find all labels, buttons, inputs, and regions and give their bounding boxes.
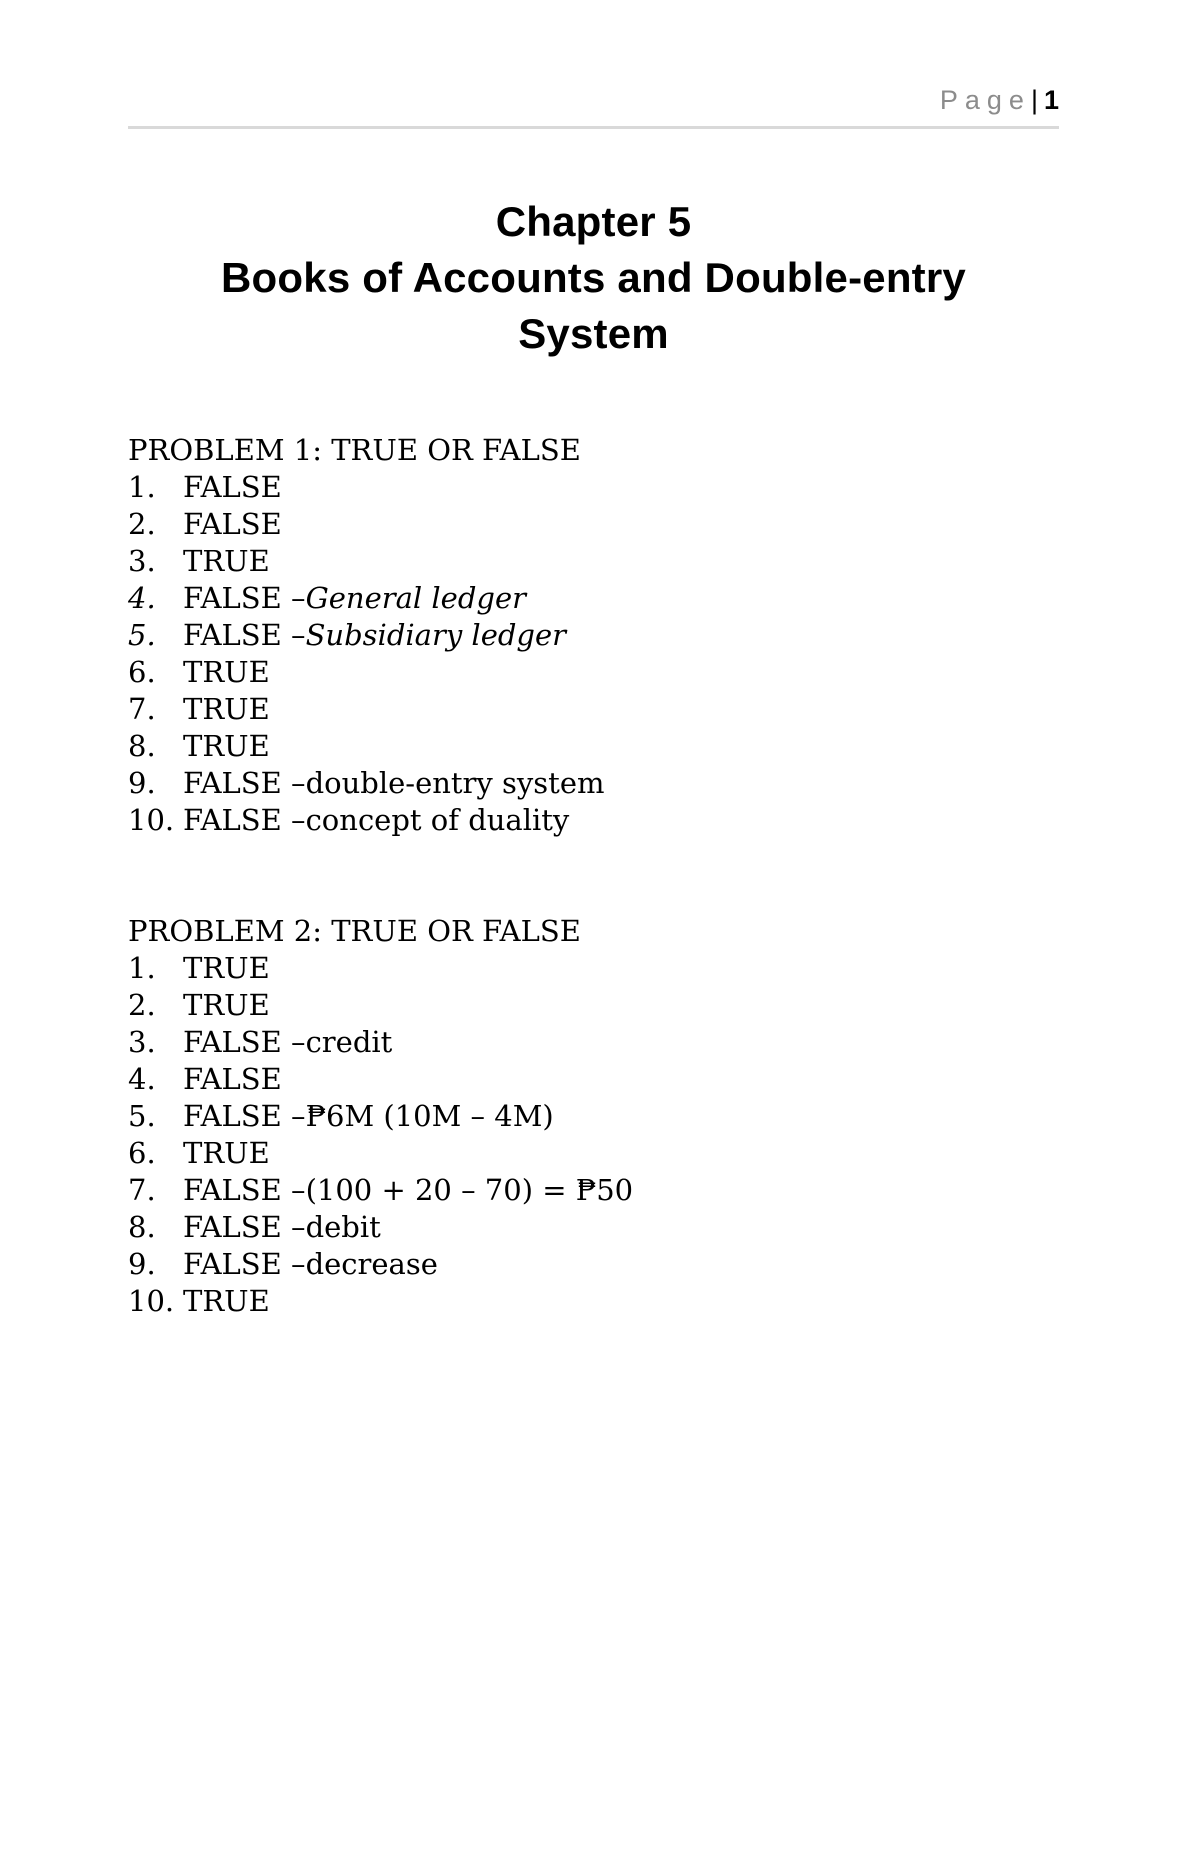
item-number: 9. <box>128 766 156 800</box>
answer-note: double-entry system <box>305 766 605 800</box>
item-number: 5. <box>128 1099 156 1133</box>
answer-item <box>128 506 1059 543</box>
item-number: 7. <box>128 692 156 726</box>
answer-value: TRUE <box>183 988 270 1022</box>
answer-item <box>128 728 1059 765</box>
page-word: Page <box>939 85 1031 115</box>
item-number: 2. <box>128 988 156 1022</box>
answer-item <box>128 1209 1059 1246</box>
answer-item <box>128 802 1059 839</box>
item-number: 8. <box>128 729 156 763</box>
item-number: 7. <box>128 1173 156 1207</box>
item-number: 2. <box>128 507 156 541</box>
page-number: 1 <box>1043 85 1059 115</box>
item-number: 1. <box>128 470 156 504</box>
answer-note: Subsidiary ledger <box>305 618 567 652</box>
answer-value: TRUE <box>183 692 270 726</box>
item-number: 6. <box>128 1136 156 1170</box>
answer-value: FALSE – <box>183 618 306 652</box>
answer-item <box>128 765 1059 802</box>
answer-value: TRUE <box>183 1136 270 1170</box>
answer-item <box>128 1098 1059 1135</box>
answer-value: TRUE <box>183 544 270 578</box>
answer-value: TRUE <box>183 951 270 985</box>
item-number: 6. <box>128 655 156 689</box>
answer-note: credit <box>305 1025 393 1059</box>
answer-note: debit <box>305 1210 381 1244</box>
answer-item <box>128 691 1059 728</box>
answer-note: General ledger <box>305 581 526 615</box>
answer-item <box>128 580 1059 617</box>
answer-item <box>128 1061 1059 1098</box>
answer-item <box>128 1283 1059 1320</box>
answer-value: FALSE <box>183 1062 282 1096</box>
chapter-title <box>128 194 1059 362</box>
answer-value: FALSE <box>183 507 282 541</box>
answer-item <box>128 1024 1059 1061</box>
item-number: 3. <box>128 544 156 578</box>
problem-2-section <box>128 913 1059 1320</box>
item-number: 5. <box>128 618 156 652</box>
problem-1-answer-list <box>128 469 1059 839</box>
item-number: 1. <box>128 951 156 985</box>
item-number: 4. <box>128 581 156 615</box>
answer-value: FALSE – <box>183 581 306 615</box>
answer-item <box>128 1246 1059 1283</box>
answer-value: FALSE <box>183 470 282 504</box>
answer-value: FALSE – <box>183 803 306 837</box>
chapter-title-line-2: Books of Accounts and Double-entry <box>221 254 966 301</box>
answer-item <box>128 987 1059 1024</box>
chapter-number: Chapter 5 <box>495 198 692 245</box>
answer-value: FALSE – <box>183 1099 306 1133</box>
answer-note: decrease <box>305 1247 438 1281</box>
answer-value: FALSE – <box>183 766 306 800</box>
problem-2-answer-list <box>128 950 1059 1320</box>
answer-item <box>128 654 1059 691</box>
answer-note: ₱6M (10M – 4M) <box>305 1099 554 1133</box>
answer-value: FALSE – <box>183 1025 306 1059</box>
item-number: 10. <box>128 803 175 837</box>
answer-value: TRUE <box>183 729 270 763</box>
problem-2-heading: PROBLEM 2: TRUE OR FALSE <box>128 914 581 948</box>
answer-value: FALSE – <box>183 1173 306 1207</box>
answer-value: TRUE <box>183 1284 270 1318</box>
page-number-label <box>940 84 1059 116</box>
answer-note: (100 + 20 – 70) = ₱50 <box>305 1173 634 1207</box>
item-number: 4. <box>128 1062 156 1096</box>
answer-note: concept of duality <box>305 803 570 837</box>
item-number: 8. <box>128 1210 156 1244</box>
answer-item <box>128 950 1059 987</box>
item-number: 3. <box>128 1025 156 1059</box>
answer-item <box>128 543 1059 580</box>
page-header <box>128 84 1059 129</box>
problem-1-heading: PROBLEM 1: TRUE OR FALSE <box>128 433 581 467</box>
answer-item <box>128 617 1059 654</box>
answer-value: TRUE <box>183 655 270 689</box>
item-number: 9. <box>128 1247 156 1281</box>
answer-item <box>128 1172 1059 1209</box>
answer-item <box>128 1135 1059 1172</box>
chapter-title-line-3: System <box>518 310 669 357</box>
answer-value: FALSE – <box>183 1210 306 1244</box>
problem-1-section <box>128 432 1059 839</box>
page-separator: | <box>1030 85 1038 115</box>
item-number: 10. <box>128 1284 175 1318</box>
answer-value: FALSE – <box>183 1247 306 1281</box>
answer-item <box>128 469 1059 506</box>
